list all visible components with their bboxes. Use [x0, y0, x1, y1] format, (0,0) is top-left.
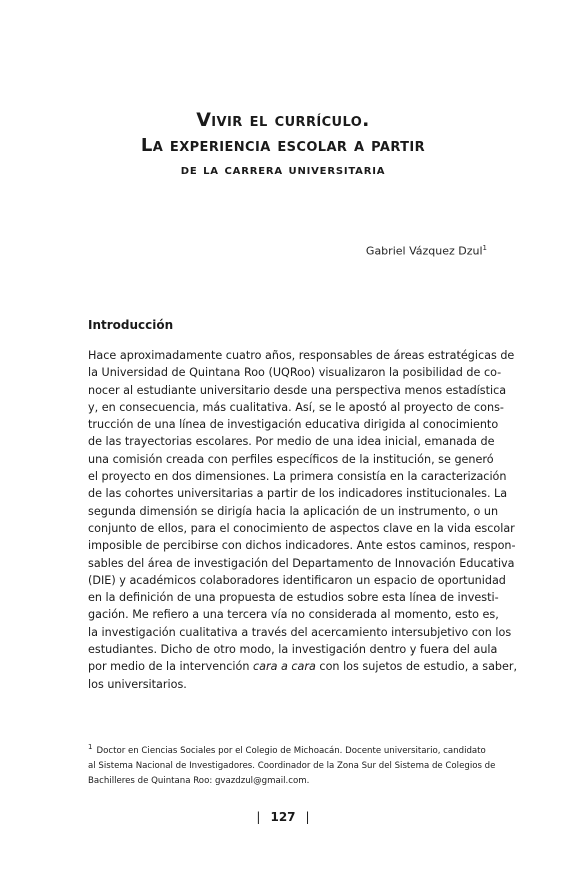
title-line-1: Vivir el currículo.	[196, 109, 370, 131]
section-heading: Introducción	[88, 318, 174, 332]
body-line: nocer al estudiante universitario desde una perspectiva menos estadística	[88, 383, 507, 397]
body-line: el proyecto en dos dimensiones. La primera consistía en la caracterización	[88, 470, 507, 484]
body-line: estudiantes. Dicho de otro modo, la investigación dentro y fuera del aula	[88, 643, 498, 657]
title-line-2: La experiencia escolar a partir	[140, 135, 426, 156]
footnote-line: Bachilleres de Quintana Roo: gvazdzul@gmail.com.	[88, 775, 310, 786]
body-line: Hace aproximadamente cuatro años, responsables de áreas estratégicas de	[88, 349, 515, 362]
body-line: en la definición de una propuesta de estudios sobre esta línea de investi-	[88, 591, 499, 605]
body-line-last: los universitarios.	[88, 677, 187, 691]
footnote-text: Doctor en Ciencias Sociales por el Colegio de Michoacán. Docente universitario, candidato	[96, 745, 486, 756]
body-line: sables del área de investigación del Departamento de Innovación Educativa	[88, 556, 515, 570]
title-line-3: de la carrera universitaria	[180, 162, 386, 178]
body-line: (DIE) y académicos colaboradores identificaron un espacio de oportunidad	[88, 573, 506, 587]
author-footnote-mark[interactable]: 1	[482, 244, 487, 252]
chapter-title	[0, 108, 566, 183]
body-line	[88, 658, 518, 675]
footnote	[88, 740, 496, 789]
body-line: la Universidad de Quintana Roo (UQRoo) visualizaron la posibilidad de co-	[88, 366, 502, 380]
page-number: 127	[270, 810, 296, 824]
body-line-italic: cara a cara	[252, 660, 316, 674]
author-line	[366, 244, 487, 258]
body-line: trucción de una línea de investigación educativa dirigida al conocimiento	[88, 418, 499, 432]
body-line: una comisión creada con perfiles específicos de la institución, se generó	[88, 452, 494, 466]
page-separator-left: |	[256, 810, 261, 824]
footnote-line	[88, 740, 493, 759]
body-line: de las cohortes universitarias a partir de los indicadores institucionales. La	[88, 487, 508, 501]
author-name: Gabriel Vázquez Dzul	[365, 244, 483, 258]
body-paragraph	[88, 347, 518, 693]
body-line: conjunto de ellos, para el conocimiento de aspectos clave en la vida escolar	[88, 521, 515, 535]
page-footer	[0, 810, 566, 824]
footnote-line: al Sistema Nacional de Investigadores. Coordinador de la Zona Sur del Sistema de Colegios de	[88, 760, 496, 771]
body-line: imposible de percibirse con dichos indicadores. Ante estos caminos, respon-	[88, 539, 516, 553]
body-line: segunda dimensión se dirigía hacia la aplicación de un instrumento, o un	[88, 504, 499, 518]
body-line: y, en consecuencia, más cualitativa. Así, se le apostó al proyecto de cons-	[88, 400, 504, 414]
footnote-mark: 1	[88, 743, 93, 751]
body-line: la investigación cualitativa a través del acercamiento intersubjetivo con los	[88, 625, 512, 639]
body-line: gación. Me refiero a una tercera vía no considerada al momento, esto es,	[88, 608, 499, 622]
body-line-text: con los sujetos de estudio, a saber,	[315, 660, 518, 674]
body-line: de las trayectorias escolares. Por medio de una idea inicial, emanada de	[88, 435, 495, 449]
page-separator-right: |	[305, 810, 310, 824]
body-line-text: por medio de la intervención	[88, 660, 253, 674]
